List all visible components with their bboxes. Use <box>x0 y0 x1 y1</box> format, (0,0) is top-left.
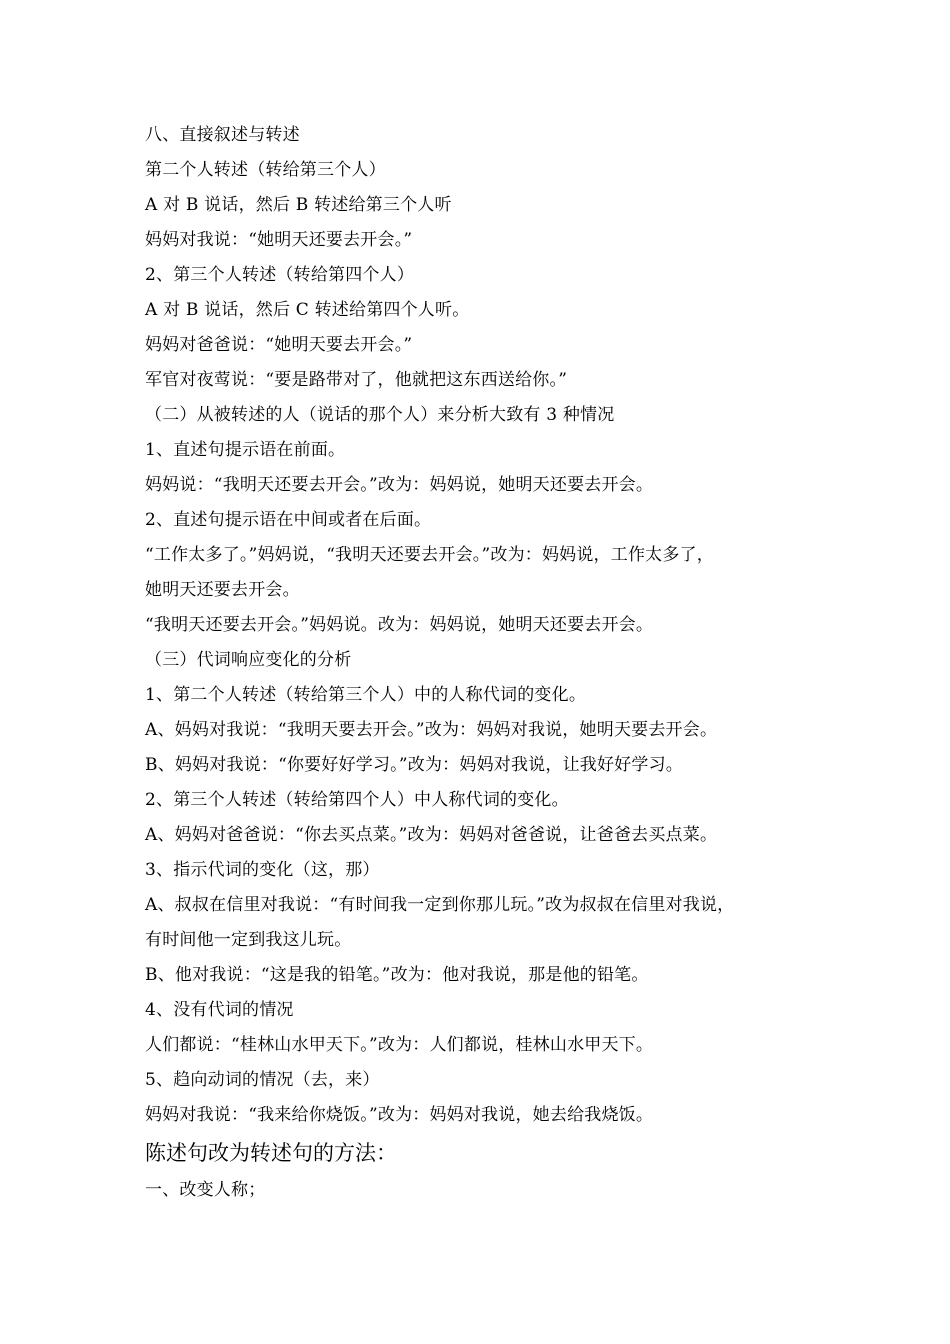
text-line: “工作太多了。”妈妈说，“我明天还要去开会。”改为：妈妈说，工作太多了， <box>145 545 714 565</box>
text-line: （三）代词响应变化的分析 <box>145 650 352 670</box>
text-line: 妈妈对我说：“她明天还要去开会。” <box>145 230 413 250</box>
text-line: 妈妈对爸爸说：“她明天要去开会。” <box>145 335 413 355</box>
text-line: B、他对我说：“这是我的铅笔。”改为：他对我说，那是他的铅笔。 <box>145 965 649 985</box>
text-line: B、妈妈对我说：“你要好好学习。”改为：妈妈对我说，让我好好学习。 <box>145 755 683 775</box>
text-line: 她明天还要去开会。 <box>145 580 300 600</box>
text-line: A 对 B 说话，然后 C 转述给第四个人听。 <box>145 300 470 320</box>
text-line: A、妈妈对我说：“我明天要去开会。”改为：妈妈对我说，她明天要去开会。 <box>145 720 718 740</box>
text-line: 2、直述句提示语在中间或者在后面。 <box>145 510 432 530</box>
text-line: 1、直述句提示语在前面。 <box>145 440 346 460</box>
section-heading: 陈述句改为转述句的方法： <box>145 1141 397 1165</box>
text-line: A 对 B 说话，然后 B 转述给第三个人听 <box>145 195 452 215</box>
text-line: 5、趋向动词的情况（去，来） <box>145 1070 380 1090</box>
text-line: 第二个人转述（转给第三个人） <box>145 160 386 180</box>
text-line: 3、指示代词的变化（这，那） <box>145 860 380 880</box>
document-body <box>145 118 825 1208</box>
text-line: 有时间他一定到我这儿玩。 <box>145 930 352 950</box>
text-line: A、妈妈对爸爸说：“你去买点菜。”改为：妈妈对爸爸说，让爸爸去买点菜。 <box>145 825 718 845</box>
text-line: 妈妈对我说：“我来给你烧饭。”改为：妈妈对我说，她去给我烧饭。 <box>145 1105 654 1125</box>
text-line: “我明天还要去开会。”妈妈说。改为：妈妈说，她明天还要去开会。 <box>145 615 654 635</box>
text-line: 一、改变人称； <box>145 1180 266 1200</box>
text-line: 2、第三个人转述（转给第四个人）中人称代词的变化。 <box>145 790 569 810</box>
text-line: 人们都说：“桂林山水甲天下。”改为：人们都说，桂林山水甲天下。 <box>145 1035 654 1055</box>
text-line: 4、没有代词的情况 <box>145 1000 294 1020</box>
text-line: （二）从被转述的人（说话的那个人）来分析大致有 3 种情况 <box>145 405 615 425</box>
text-line: 军官对夜莺说：“要是路带对了，他就把这东西送给你。” <box>145 370 568 390</box>
text-line: 1、第二个人转述（转给第三个人）中的人称代词的变化。 <box>145 685 587 705</box>
text-line: 八、直接叙述与转述 <box>145 125 300 145</box>
text-line: 2、第三个人转述（转给第四个人） <box>145 265 415 285</box>
text-line: 妈妈说：“我明天还要去开会。”改为：妈妈说，她明天还要去开会。 <box>145 475 654 495</box>
text-line: A、叔叔在信里对我说：“有时间我一定到你那儿玩。”改为叔叔在信里对我说， <box>145 895 735 915</box>
